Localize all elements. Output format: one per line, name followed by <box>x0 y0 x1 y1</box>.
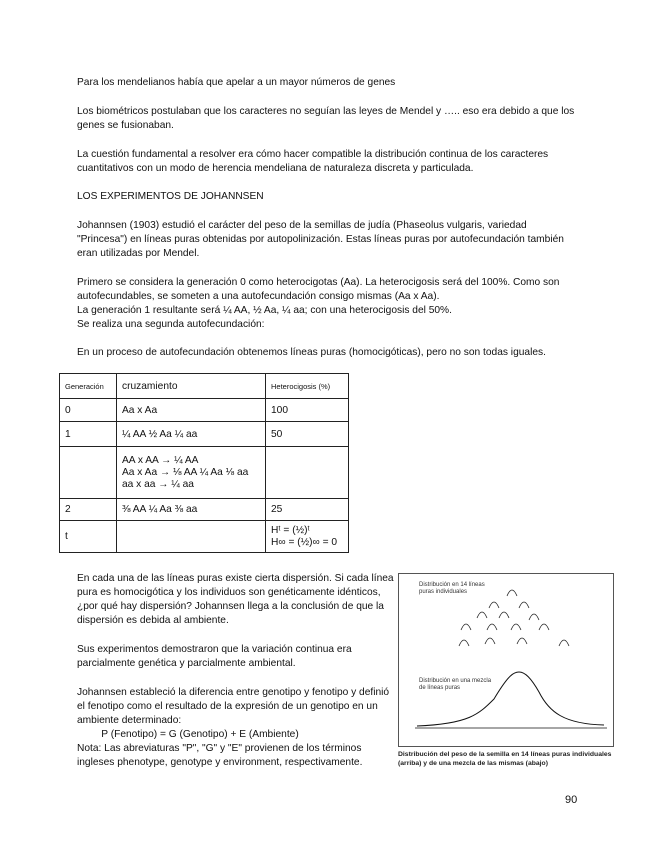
section-heading: LOS EXPERIMENTOS DE JOHANNSEN <box>77 191 264 202</box>
paragraph-second-selfing: Se realiza una segunda autofecundación: <box>77 319 265 330</box>
cell-het: 100 <box>266 399 349 422</box>
cell-cross: Aa x Aa <box>117 399 266 422</box>
header-crossing: cruzamiento <box>117 374 266 399</box>
het-line: H∞ = (½)∞ = 0 <box>271 536 338 548</box>
seed-weight-figure <box>398 573 614 747</box>
figure-label-bottom: Distribución en una mezcla de líneas puras <box>419 678 492 691</box>
cell-generation: t <box>60 521 117 553</box>
paragraph-dispersion: En cada una de las líneas puras existe cierta dispersión. Si cada línea pura es homocigótica y los individuos son genéticamente idénticos, ¿por qué hay dispersión? Johannsen llega a la conclusión de que la dispersión es debida al ambiente. <box>77 573 394 626</box>
cell-generation: 1 <box>60 422 117 447</box>
cell-cross: ¼ AA ½ Aa ¼ aa <box>117 422 266 447</box>
header-generation: Generación <box>60 374 117 399</box>
table-header-row <box>60 374 349 399</box>
header-heterozygosity: Heterocigosis (%) <box>266 374 349 399</box>
cell-het: 50 <box>266 422 349 447</box>
mixture-curve <box>417 672 604 726</box>
paragraph-mendelians: Para los mendelianos había que apelar a un mayor números de genes <box>77 77 396 88</box>
figure-caption: Distribución del peso de la semilla en 14 líneas puras individuales (arriba) y de una mezcla de las mismas (abajo) <box>398 751 612 767</box>
cross-line: AA x AA → ¼ AA <box>122 454 199 466</box>
cell-generation <box>60 447 117 499</box>
individual-line-curves <box>459 590 569 646</box>
cross-line: Aa x Aa → ⅛ AA ¼ Aa ⅛ aa <box>122 466 249 478</box>
table-row <box>60 447 349 499</box>
paragraph-pure-lines: En un proceso de autofecundación obtenemos líneas puras (homocigóticas), pero no son todas iguales. <box>77 347 546 358</box>
het-line: Hᵗ = (½)ᵗ <box>271 524 310 536</box>
paragraph-genetic-environmental: Sus experimentos demostraron que la variación continua era parcialmente genética y parcialmente ambiental. <box>77 644 352 669</box>
paragraph-fundamental-question: La cuestión fundamental a resolver era cómo hacer compatible la distribución continua de los caracteres cuantitativos con un modo de herencia mendeliana de naturaleza discreta y particulada. <box>77 149 549 174</box>
generations-table <box>59 373 349 553</box>
figure-label-top: Distribución en 14 líneas puras individuales <box>419 582 485 595</box>
cell-het <box>266 447 349 499</box>
table-row <box>60 521 349 553</box>
cross-line: aa x aa → ¼ aa <box>122 478 194 490</box>
cell-het: 25 <box>266 499 349 521</box>
paragraph-biometricians: Los biométricos postulaban que los caracteres no seguían las leyes de Mendel y ….. eso era debido a que los genes se fusionaban. <box>77 106 575 131</box>
paragraph-johannsen-intro: Johannsen (1903) estudió el carácter del peso de la semillas de judía (Phaseolus vulgaris, variedad "Princesa") en líneas puras obtenidas por autopolinización. Estas líneas puras por autofecundación también eran utilizadas por Mendel. <box>77 220 564 259</box>
distribution-curves <box>399 574 613 746</box>
paragraph-abbreviation-note: Nota: Las abreviaturas "P", "G" y "E" provienen de los términos ingleses phenotype, genotype y environment, respectivamente. <box>77 743 363 768</box>
paragraph-generation-0: Primero se considera la generación 0 como heterocigotas (Aa). La heterocigosis será del 100%. Como son autofecundables, se someten a una autofecundación consigo mismas (Aa x Aa). <box>77 277 560 302</box>
table-row <box>60 399 349 422</box>
cell-cross <box>117 521 266 553</box>
phenotype-formula: P (Fenotipo) = G (Genotipo) + E (Ambiente) <box>101 729 299 740</box>
cell-cross: ⅜ AA ¼ Aa ⅜ aa <box>117 499 266 521</box>
cell-cross <box>117 447 266 499</box>
cell-generation: 2 <box>60 499 117 521</box>
paragraph-generation-1: La generación 1 resultante será ¼ AA, ½ Aa, ¼ aa; con una heterocigosis del 50%. <box>77 305 452 316</box>
table-row <box>60 422 349 447</box>
page-number: 90 <box>565 794 578 806</box>
cell-generation: 0 <box>60 399 117 422</box>
paragraph-genotype-phenotype: Johannsen estableció la diferencia entre genotipo y fenotipo y definió el fenotipo como el resultado de la expresión de un genotipo en un ambiente determinado: <box>77 687 390 726</box>
table-row <box>60 499 349 521</box>
cell-het <box>266 521 349 553</box>
